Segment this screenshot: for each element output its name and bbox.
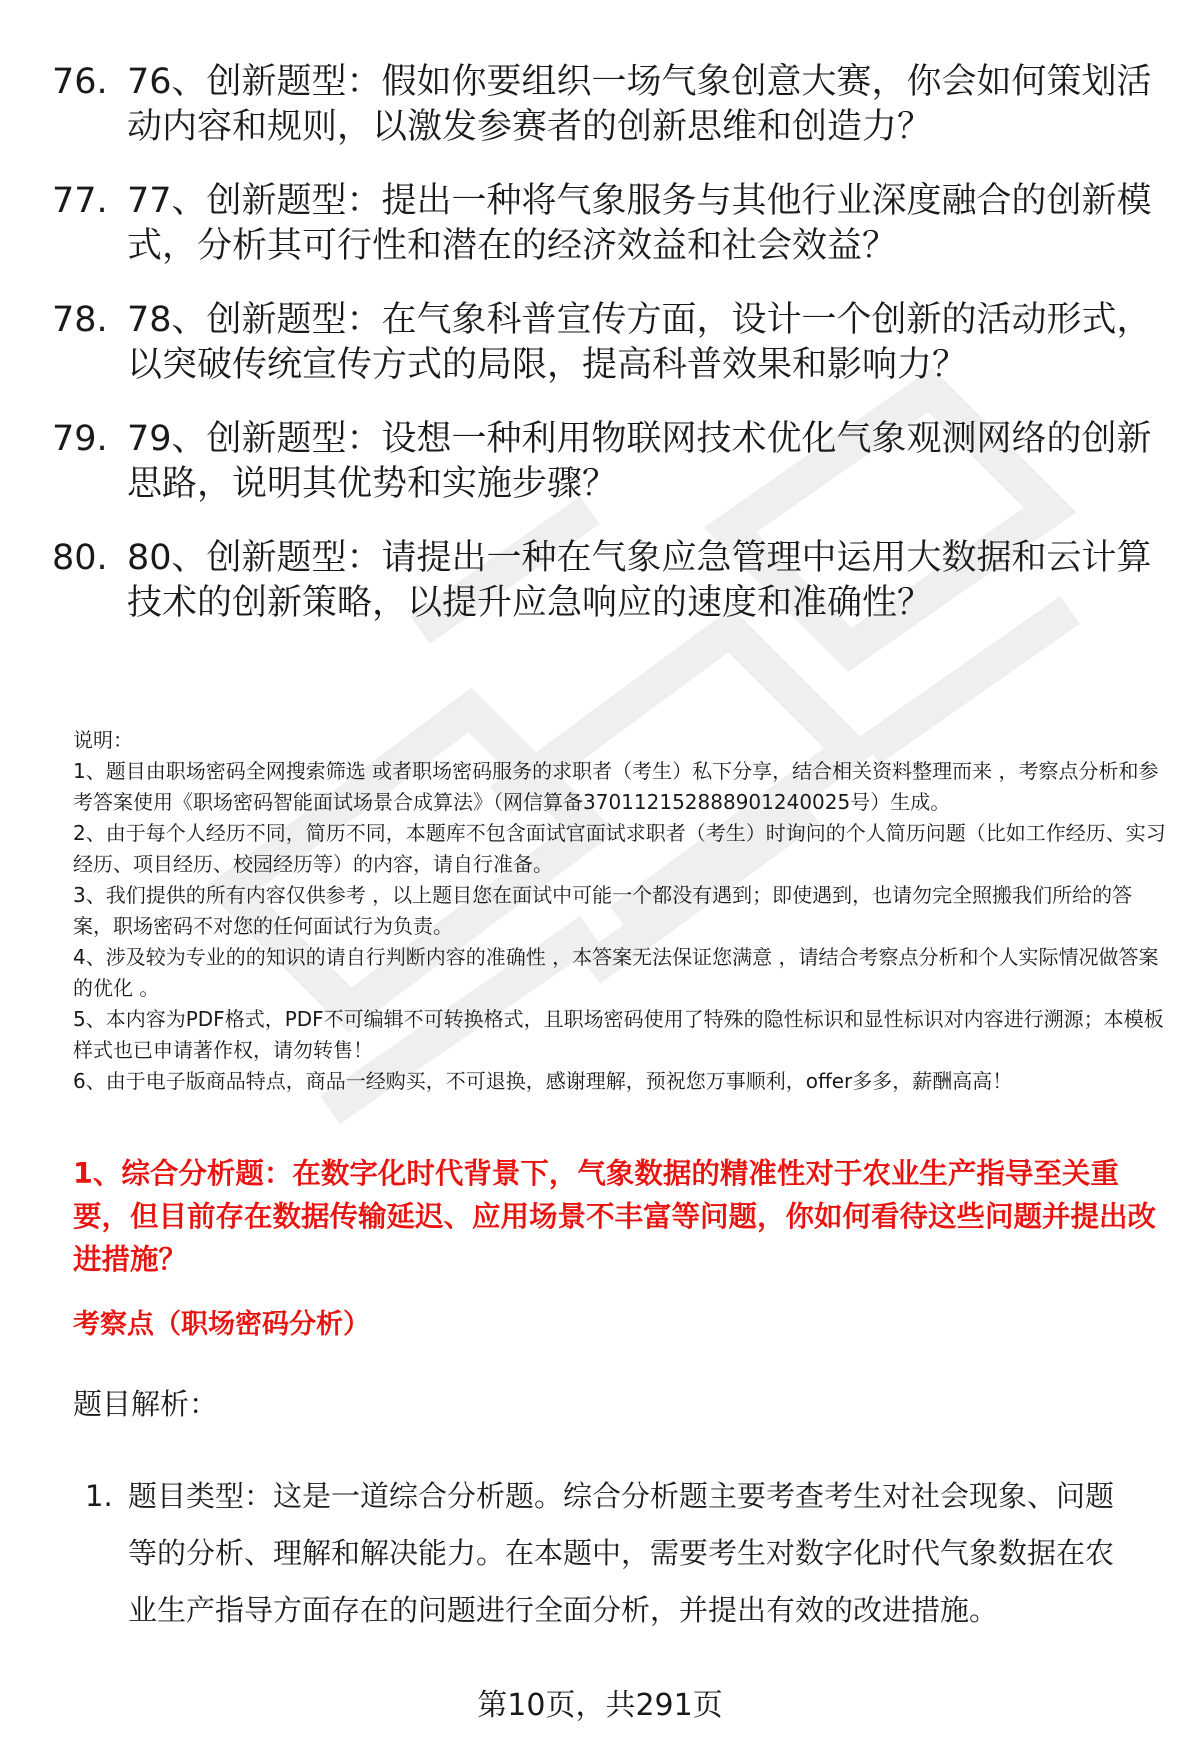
analysis-label: 题目解析： [73, 1387, 219, 1421]
analysis-list-item [85, 1468, 1160, 1639]
note-item: 6、由于电子版商品特点，商品一经购买，不可退换，感谢理解，预祝您万事顺利，offer多多，薪酬高高！ [73, 1069, 1013, 1093]
notes-title: 说明： [73, 728, 133, 752]
note-item: 5、本内容为PDF格式，PDF不可编辑不可转换格式，且职场密码使用了特殊的隐性标识和显性标识对内容进行溯源；本模板样式也已申请著作权，请勿转售！ [73, 1007, 1164, 1062]
question-number: 78. [52, 300, 108, 340]
question-item [52, 298, 1152, 388]
main-question-heading: 1、综合分析题：在数字化时代背景下，气象数据的精准性对于农业生产指导至关重要，但目前存在数据传输延迟、应用场景不丰富等问题，你如何看待这些问题并提出改进措施？ [73, 1157, 1157, 1276]
question-number: 80. [52, 538, 108, 578]
page-footer: 第10页，共291页 [477, 1688, 723, 1723]
question-item [52, 536, 1152, 626]
note-item: 1、题目由职场密码全网搜索筛选 或者职场密码服务的求职者（考生）私下分享，结合相关资料整理而来 ，考察点分析和参考答案使用《职场密码智能面试场景合成算法》（网信算备370112152888901240025号）生成。 [73, 759, 1159, 814]
question-item [52, 179, 1152, 269]
question-text: 77、创新题型：提出一种将气象服务与其他行业深度融合的创新模式，分析其可行性和潜在的经济效益和社会效益？ [127, 181, 1152, 266]
question-number: 79. [52, 419, 108, 459]
question-list [52, 60, 1152, 655]
question-number: 77. [52, 181, 108, 221]
question-item [52, 60, 1152, 150]
analysis-item-text: 题目类型：这是一道综合分析题。综合分析题主要考查考生对社会现象、问题等的分析、理解和解决能力。在本题中，需要考生对数字化时代气象数据在农业生产指导方面存在的问题进行全面分析，并提出有效的改进措施。 [128, 1479, 1115, 1627]
note-item: 2、由于每个人经历不同，简历不同，本题库不包含面试官面试求职者（考生）时询问的个人简历问题（比如工作经历、实习经历、项目经历、校园经历等）的内容，请自行准备。 [73, 821, 1166, 876]
question-item [52, 417, 1152, 507]
question-text: 76、创新题型：假如你要组织一场气象创意大赛，你会如何策划活动内容和规则，以激发参赛者的创新思维和创造力？ [127, 62, 1152, 147]
analysis-item-number: 1. [85, 1479, 113, 1513]
question-text: 78、创新题型：在气象科普宣传方面，设计一个创新的活动形式，以突破传统宣传方式的局限，提高科普效果和影响力？ [127, 300, 1152, 385]
notes-section [73, 725, 1168, 1097]
question-text: 80、创新题型：请提出一种在气象应急管理中运用大数据和云计算技术的创新策略，以提升应急响应的速度和准确性？ [127, 538, 1152, 623]
question-text: 79、创新题型：设想一种利用物联网技术优化气象观测网络的创新思路，说明其优势和实施步骤？ [127, 419, 1152, 504]
exam-point-heading: 考察点（职场密码分析） [73, 1309, 370, 1340]
note-item: 4、涉及较为专业的的知识的请自行判断内容的准确性 ，本答案无法保证您满意 ，请结合考察点分析和个人实际情况做答案的优化 。 [73, 945, 1159, 1000]
question-number: 76. [52, 62, 108, 102]
note-item: 3、我们提供的所有内容仅供参考 ，以上题目您在面试中可能一个都没有遇到；即使遇到，也请勿完全照搬我们所给的答案，职场密码不对您的任何面试行为负责。 [73, 883, 1133, 938]
